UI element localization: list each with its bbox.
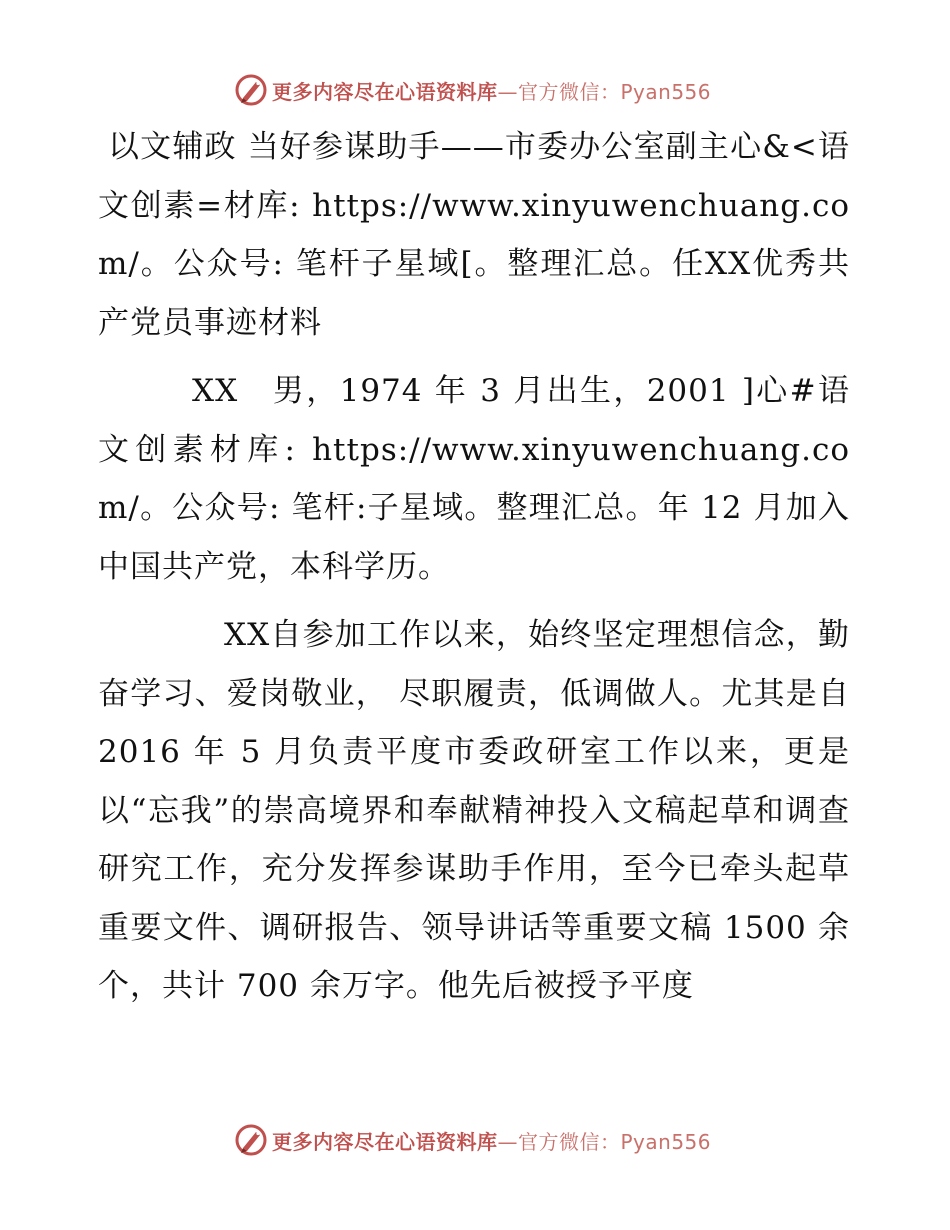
pen-logo-icon (234, 1123, 268, 1157)
watermark-site-name: 更多内容尽在心语资料库 (272, 79, 498, 104)
watermark-site-name: 更多内容尽在心语资料库 (272, 1129, 498, 1154)
watermark-wechat-label: 官方微信： (518, 1129, 621, 1154)
watermark-text (272, 1126, 711, 1155)
watermark-wechat-id: Pyan556 (620, 79, 712, 104)
watermark-wechat-id: Pyan556 (620, 1129, 712, 1154)
body-paragraph: XX自参加工作以来，始终坚定理想信念，勤奋学习、爱岗敬业， 尽职履责，低调做人。尤其是自 2016 年 5 月负责平度市委政研室工作以来，更是以“忘我”的崇高境界和奉献精神投入文稿起草和调查研究工作，充分发挥参谋助手作用，至今已牵头起草重要文件、调研报告、领导讲话等重要文稿 1500 余个，共计 700 余万字。他先后被授予平度 (98, 617, 850, 1004)
watermark-banner-top (234, 70, 754, 110)
watermark-banner-bottom (234, 1120, 754, 1160)
document-body (98, 118, 850, 1016)
watermark-wechat-label: 官方微信： (518, 79, 621, 104)
pen-logo-icon (234, 73, 268, 107)
watermark-separator: — (497, 79, 518, 104)
watermark-separator: — (497, 1129, 518, 1154)
watermark-text (272, 76, 711, 105)
body-paragraph: XX 男，1974 年 3 月出生，2001 ]心#语文创素材库: https://www.xinyuwenchuang.com/。公众号: 笔杆:子星域。整理汇总。年 12 月加入中国共产党，本科学历。 (98, 373, 850, 585)
title-paragraph: 以文辅政 当好参谋助手——市委办公室副主心&<语文创素=材库: https://www.xinyuwenchuang.com/。公众号: 笔杆子星域[。整理汇总。任XX优秀共产党员事迹材料 (98, 129, 850, 341)
